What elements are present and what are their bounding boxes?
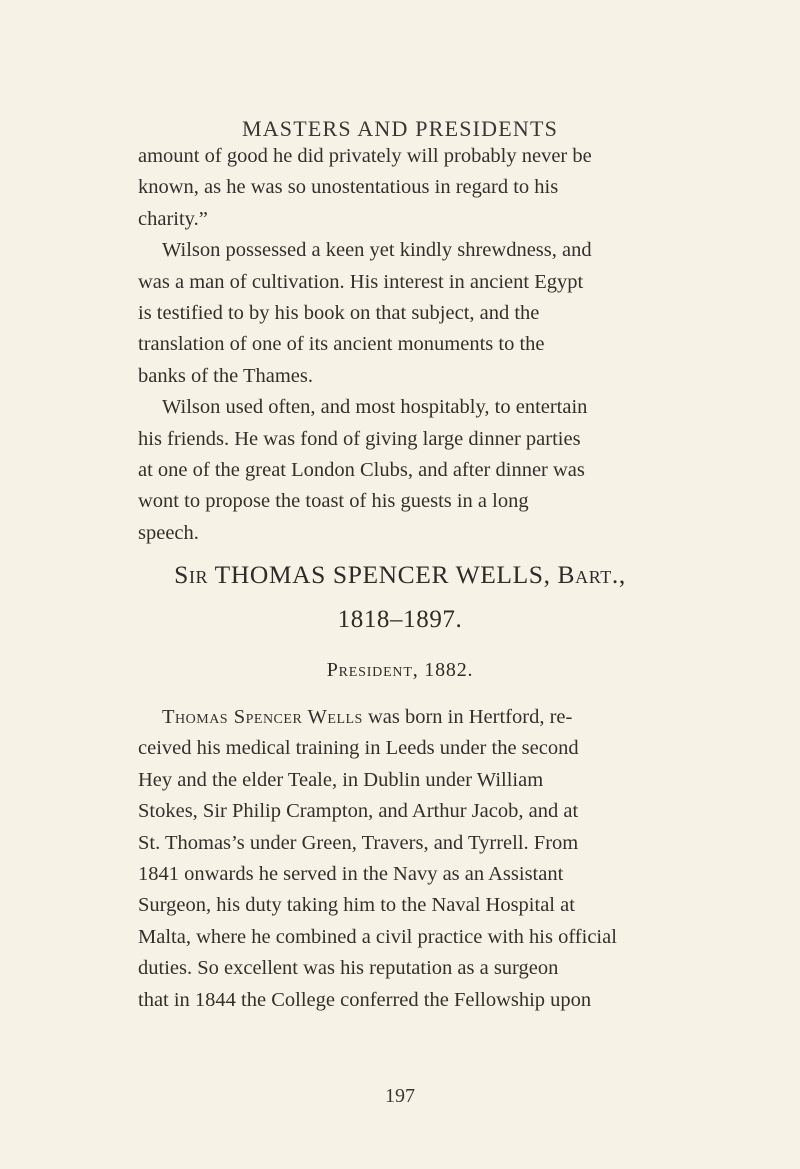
page-number: 197 (385, 1085, 415, 1107)
paragraph-charity (138, 141, 662, 235)
text-line: his friends. He was fond of giving large dinner parties (138, 427, 581, 450)
text-line: 1841 onwards he served in the Navy as an Assistant (138, 863, 564, 886)
lead-name: Thomas Spencer Wells (162, 706, 363, 728)
text-line: Stokes, Sir Philip Crampton, and Arthur Jacob, and at (138, 800, 579, 823)
text-line: Wilson used often, and most hospitably, to entertain (162, 396, 588, 419)
heading-person-name: THOMAS SPENCER WELLS, (214, 560, 551, 589)
text-line: was born in Hertford, re- (362, 706, 573, 728)
heading-title-prefix: Sir (174, 560, 209, 589)
text-line: Hey and the elder Teale, in Dublin under William (138, 768, 544, 791)
text-line: is testified to by his book on that subject, and the (138, 302, 540, 325)
heading-title-suffix: Bart., (557, 560, 626, 589)
running-head: MASTERS AND PRESIDENTS (241, 116, 559, 141)
text-line: wont to propose the toast of his guests in a long (138, 490, 529, 513)
text-line: ceived his medical training in Leeds under the second (138, 737, 579, 760)
paragraph-biography (138, 702, 662, 1016)
text-line: that in 1844 the College conferred the Fellowship upon (138, 988, 592, 1011)
section-heading-years: 1818–1897. (337, 606, 463, 633)
text-line: Wilson possessed a keen yet kindly shrewdness, and (162, 239, 592, 262)
text-line: at one of the great London Clubs, and after dinner was (138, 459, 585, 482)
text-line: charity.” (138, 207, 208, 230)
text-line: Malta, where he combined a civil practice with his official (138, 925, 617, 948)
section-heading-office: President, 1882. (326, 659, 474, 681)
text-line: banks of the Thames. (138, 364, 313, 387)
paragraph-dinners (138, 392, 662, 549)
text-line: St. Thomas’s under Green, Travers, and Tyrrell. From (138, 831, 579, 854)
text-line: known, as he was so unostentatious in regard to his (138, 176, 559, 199)
section-heading-name (0, 560, 800, 590)
text-line: translation of one of its ancient monuments to the (138, 333, 545, 356)
text-line: was a man of cultivation. His interest in ancient Egypt (138, 270, 584, 293)
bottom-text-block (138, 702, 662, 1016)
text-line: amount of good he did privately will probably never be (138, 145, 592, 167)
top-text-block (138, 141, 662, 549)
text-line: Surgeon, his duty taking him to the Naval Hospital at (138, 894, 575, 917)
text-line: speech. (138, 521, 199, 544)
text-line: duties. So excellent was his reputation as a surgeon (138, 957, 559, 980)
paragraph-egypt (138, 235, 662, 392)
